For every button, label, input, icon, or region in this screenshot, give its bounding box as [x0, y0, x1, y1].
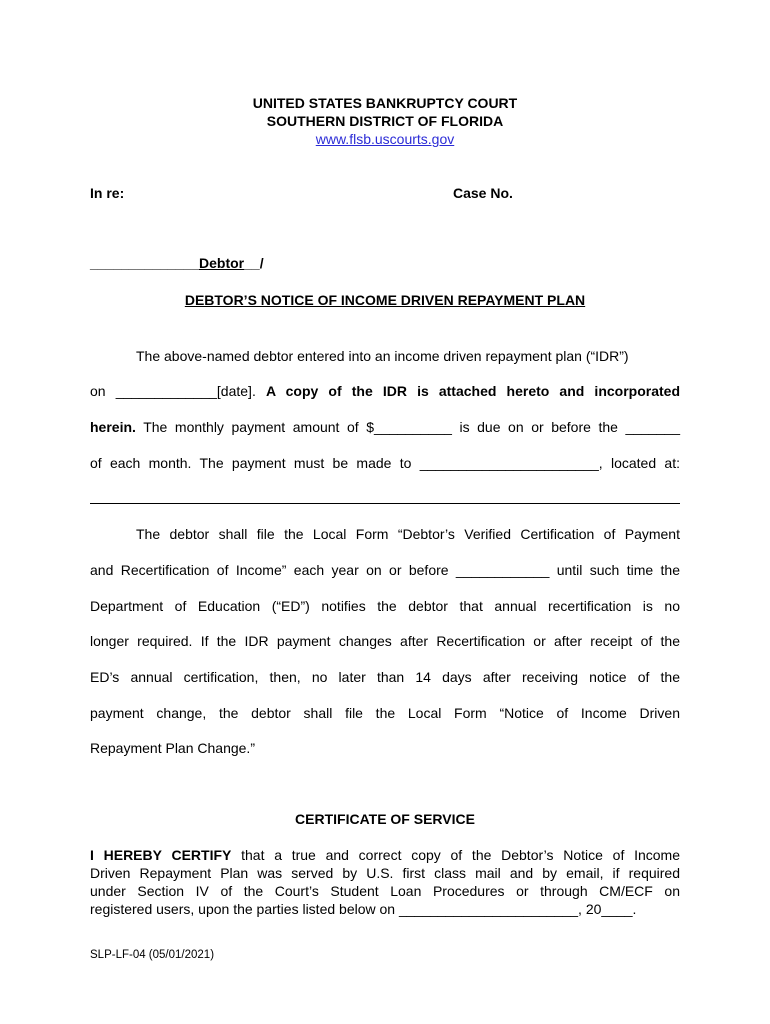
debtor-label: Debtor — [199, 255, 245, 271]
document-title: DEBTOR’S NOTICE OF INCOME DRIVEN REPAYMENT PLAN — [184, 292, 586, 308]
court-website-link[interactable]: www.flsb.uscourts.gov — [315, 131, 455, 147]
para2-line2: and Recertification of Income” each year on or before ____________ until such time the — [90, 562, 680, 578]
certificate-line4: registered users, upon the parties listed below on _______________________, 20____. — [90, 901, 637, 917]
form-number-footer: SLP-LF-04 (05/01/2021) — [90, 949, 215, 961]
certificate-title: CERTIFICATE OF SERVICE — [295, 811, 475, 827]
para1-line2: on _____________[date]. A copy of the IDR is attached hereto and incorporated — [90, 383, 680, 399]
para2-line5: ED’s annual certification, then, no later than 14 days after receiving notice of the — [90, 669, 680, 685]
para2-line3: Department of Education (“ED”) notifies the debtor that annual recertification is no — [90, 598, 680, 614]
in-re-label: In re: — [90, 185, 125, 201]
certificate-line3: under Section IV of the Court’s Student Loan Procedures or through CM/ECF on — [90, 883, 680, 899]
para1-line3: herein. The monthly payment amount of $__________ is due on or before the _______ — [90, 419, 680, 435]
court-district: SOUTHERN DISTRICT OF FLORIDA — [266, 113, 504, 129]
case-number-label: Case No. — [453, 185, 513, 201]
court-name: UNITED STATES BANKRUPTCY COURT — [252, 95, 518, 111]
certificate-line1: I HEREBY CERTIFY that a true and correct copy of the Debtor’s Notice of Income — [90, 847, 681, 863]
para2-line6: payment change, the debtor shall file the Local Form “Notice of Income Driven — [90, 705, 680, 721]
para2-line4: longer required. If the IDR payment changes after Recertification or after receipt of the — [90, 633, 680, 649]
idr-attached-statement: A copy of the IDR is attached hereto and incorporated — [265, 383, 680, 399]
para1-line4: of each month. The payment must be made to _______________________, located at: — [90, 455, 680, 471]
para2-line7: Repayment Plan Change.” — [90, 740, 255, 756]
certificate-line2: Driven Repayment Plan was served by U.S. first class mail and by email, if required — [90, 865, 680, 881]
para2-line1: The debtor shall file the Local Form “Debtor’s Verified Certification of Payment — [136, 526, 680, 542]
address-line-rule — [90, 503, 680, 504]
para1-line1: The above-named debtor entered into an income driven repayment plan (“IDR”) — [136, 348, 629, 364]
debtor-line — [90, 255, 264, 271]
debtor-name-blank: ______________ — [90, 255, 200, 271]
date-blank: _____________ — [115, 383, 217, 399]
debtor-tail: __/ — [244, 255, 264, 271]
